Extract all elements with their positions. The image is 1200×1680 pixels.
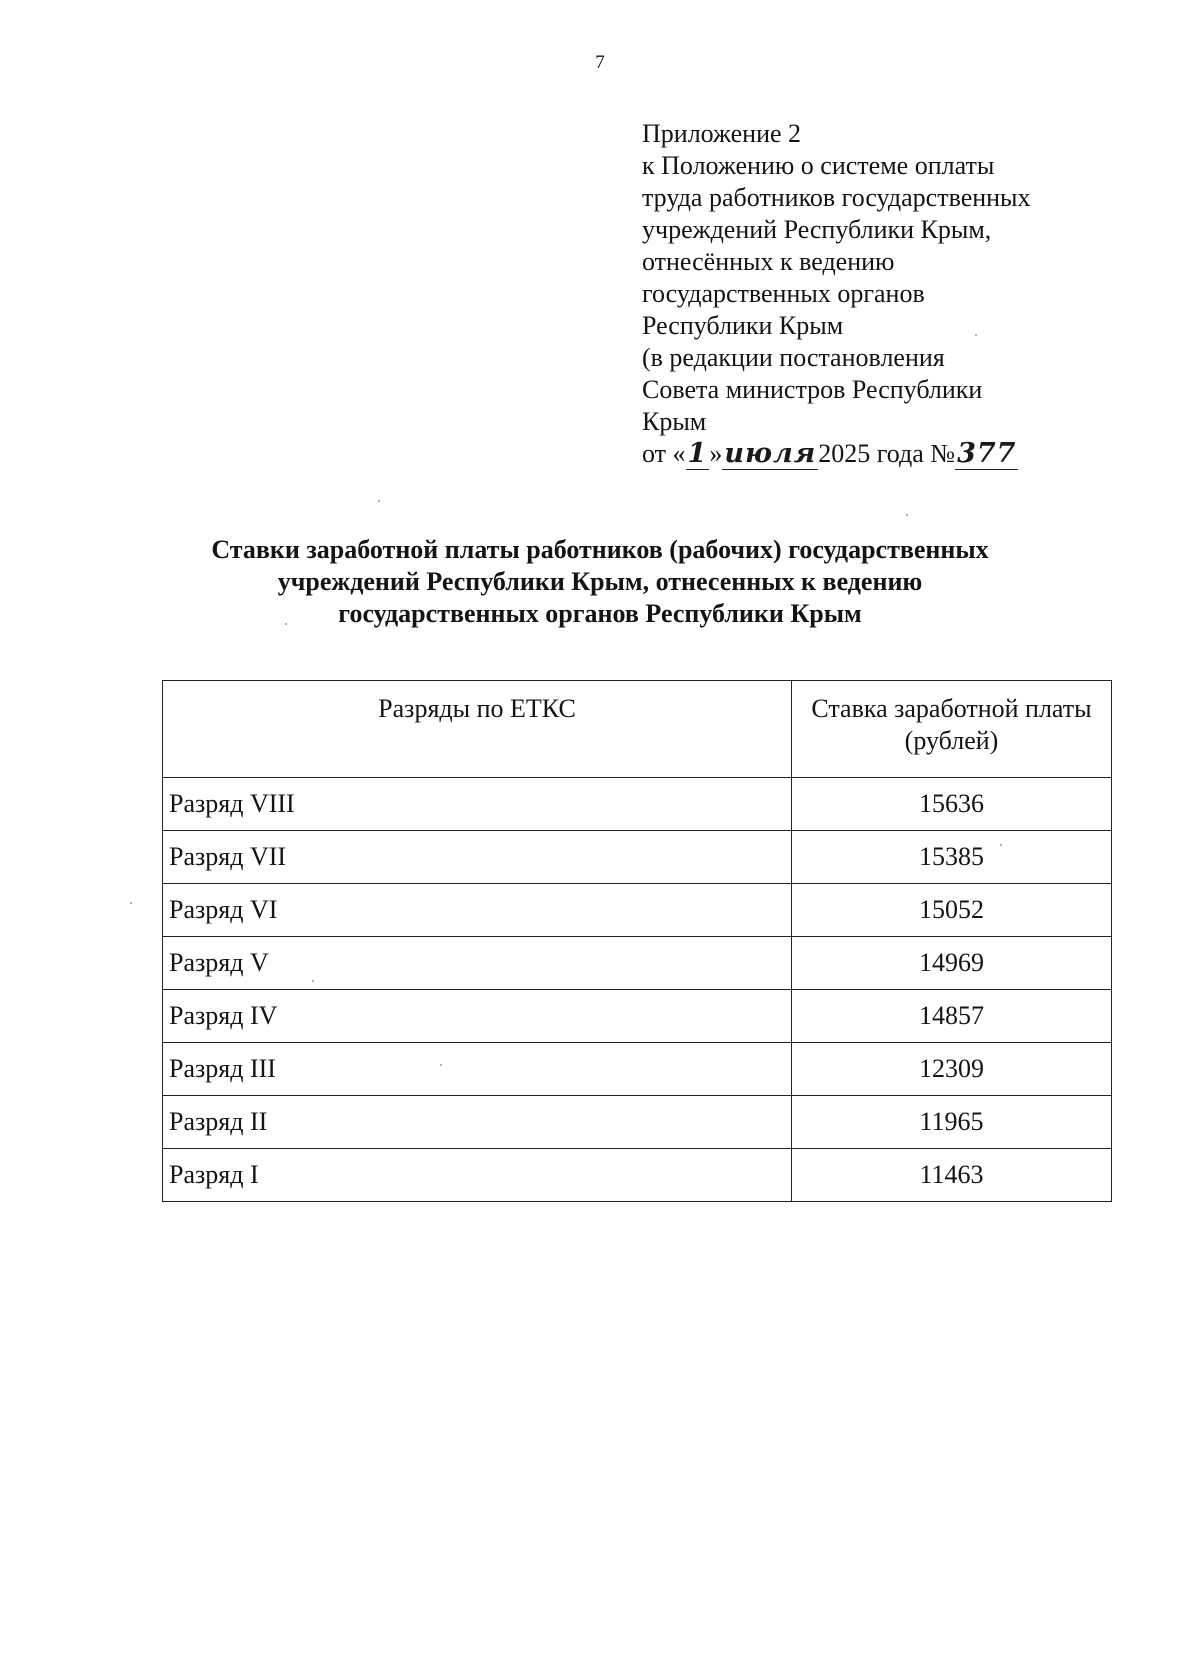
handwritten-number: 377	[957, 438, 1017, 469]
table-row	[163, 1149, 1112, 1202]
annex-line: Приложение 2	[642, 119, 802, 148]
grade-cell: Разряд VIII	[163, 778, 792, 831]
table-row	[163, 990, 1112, 1043]
rate-cell: 12309	[792, 1043, 1112, 1096]
title-line: учреждений Республики Крым, отнесенных к ведению	[277, 567, 923, 596]
annex-line: государственных органов	[642, 279, 925, 308]
handwritten-day: 1	[687, 438, 708, 469]
annex-header	[642, 118, 1112, 470]
rate-cell: 15636	[792, 778, 1112, 831]
annex-line: Республики Крым	[642, 311, 844, 340]
table-row	[163, 937, 1112, 990]
table-row	[163, 778, 1112, 831]
rate-cell: 14969	[792, 937, 1112, 990]
title-line: Ставки заработной платы работников (рабочих) государственных	[211, 535, 989, 564]
date-mid: »	[709, 439, 723, 468]
column-header-rate: Ставка заработной платы (рублей)	[792, 681, 1112, 778]
grade-cell: Разряд II	[163, 1096, 792, 1149]
table-row	[163, 831, 1112, 884]
scan-speck	[285, 623, 287, 625]
grade-cell: Разряд V	[163, 937, 792, 990]
rate-cell: 11463	[792, 1149, 1112, 1202]
title-line: государственных органов Республики Крым	[338, 599, 862, 628]
table-row	[163, 884, 1112, 937]
annex-line: Крым	[642, 407, 707, 436]
rate-cell: 15385	[792, 831, 1112, 884]
annex-line: к Положению о системе оплаты	[642, 151, 995, 180]
scan-speck	[378, 500, 380, 502]
scan-speck	[975, 334, 977, 336]
document-title	[120, 534, 1080, 630]
table-row	[163, 1096, 1112, 1149]
scan-speck	[440, 1064, 442, 1066]
annex-line: учреждений Республики Крым,	[642, 215, 992, 244]
rate-cell: 14857	[792, 990, 1112, 1043]
table-header-row	[163, 681, 1112, 778]
scan-speck	[906, 514, 908, 516]
annex-line: Совета министров Республики	[642, 375, 983, 404]
annex-line: отнесённых к ведению	[642, 247, 895, 276]
salary-rates-table	[162, 680, 1112, 1202]
page-number: 7	[595, 52, 605, 73]
rate-cell: 15052	[792, 884, 1112, 937]
table-row	[163, 1043, 1112, 1096]
date-year: 2025 года №	[818, 439, 956, 468]
scan-speck	[1000, 844, 1002, 846]
grade-cell: Разряд III	[163, 1043, 792, 1096]
annex-date-line	[642, 438, 1112, 470]
scan-speck	[312, 980, 314, 982]
grade-cell: Разряд VI	[163, 884, 792, 937]
grade-cell: Разряд I	[163, 1149, 792, 1202]
rate-cell: 11965	[792, 1096, 1112, 1149]
grade-cell: Разряд IV	[163, 990, 792, 1043]
annex-line: труда работников государственных	[642, 183, 1031, 212]
grade-cell: Разряд VII	[163, 831, 792, 884]
scan-speck	[130, 902, 132, 904]
column-header-grade: Разряды по ЕТКС	[163, 681, 792, 778]
annex-line: (в редакции постановления	[642, 343, 945, 372]
date-prefix: от «	[642, 439, 686, 468]
handwritten-month: июля	[724, 438, 817, 469]
